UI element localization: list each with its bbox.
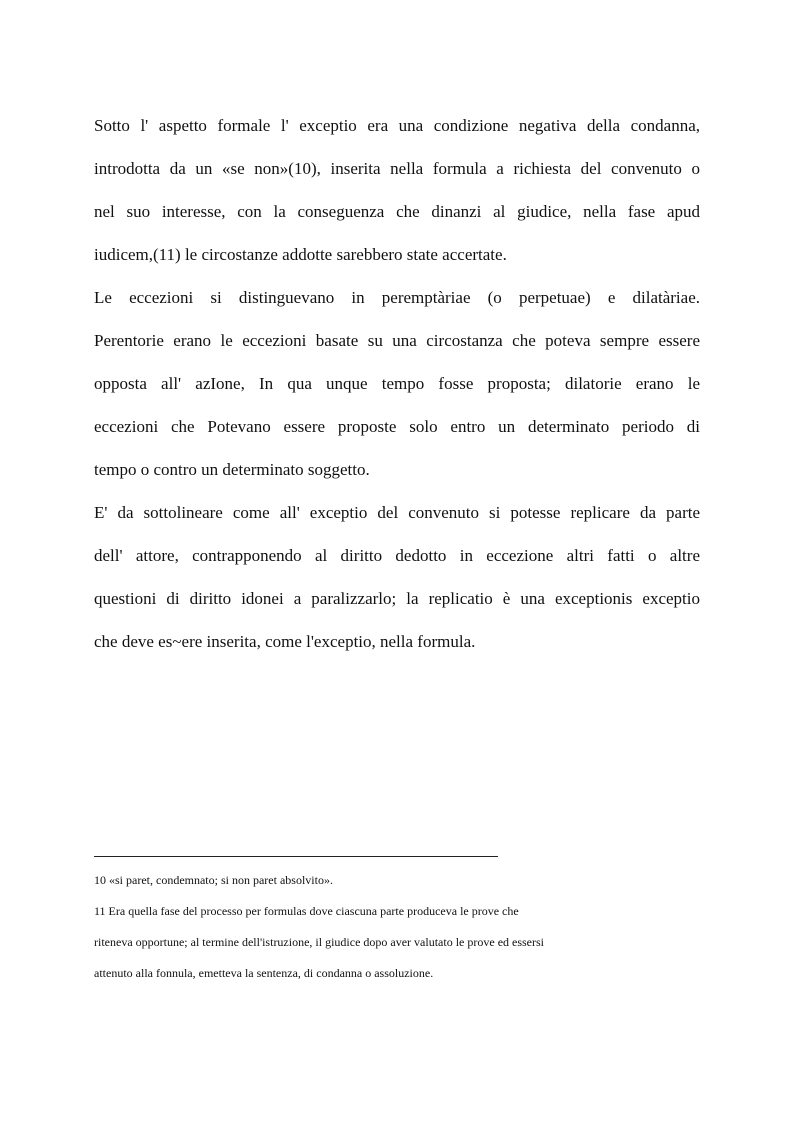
text-line: Sotto l' aspetto formale l' exceptio era una condizione negativa della condanna, xyxy=(94,116,700,135)
footnote-11 xyxy=(94,901,654,983)
footnote-line: riteneva opportune; al termine dell'istruzione, il giudice dopo aver valutato le prove ed essersi xyxy=(94,935,545,949)
text-line: nel suo interesse, con la conseguenza che dinanzi al giudice, nella fase apud xyxy=(94,202,700,221)
text-line: opposta all' azIone, In qua unque tempo fosse proposta; dilatorie erano le xyxy=(94,374,700,393)
text-line: che deve es~ere inserita, come l'exceptio, nella formula. xyxy=(94,632,476,651)
footnote-separator xyxy=(94,856,498,857)
footnote-line: 11 Era quella fase del processo per formulas dove ciascuna parte produceva le prove che xyxy=(94,904,519,918)
text-line: introdotta da un «se non»(10), inserita nella formula a richiesta del convenuto o xyxy=(94,159,700,178)
text-line: eccezioni che Potevano essere proposte solo entro un determinato periodo di xyxy=(94,417,700,436)
text-line: tempo o contro un determinato soggetto. xyxy=(94,460,370,479)
text-line: Le eccezioni si distinguevano in peremptàriae (o perpetuae) e dilatàriae. xyxy=(94,288,700,307)
text-line: dell' attore, contrapponendo al diritto dedotto in eccezione altri fatti o altre xyxy=(94,546,700,565)
text-line: Perentorie erano le eccezioni basate su una circostanza che poteva sempre essere xyxy=(94,331,700,350)
footnote-line: attenuto alla fonnula, emetteva la sentenza, di condanna o assoluzione. xyxy=(94,966,434,980)
footnotes xyxy=(94,870,654,983)
body-text xyxy=(94,104,700,663)
paragraph xyxy=(94,491,700,663)
paragraph xyxy=(94,104,700,276)
text-line: questioni di diritto idonei a paralizzarlo; la replicatio è una exceptionis exceptio xyxy=(94,589,700,608)
footnote-line: 10 «si paret, condemnato; si non paret absolvito». xyxy=(94,873,333,887)
paragraph xyxy=(94,276,700,491)
text-line: E' da sottolineare come all' exceptio del convenuto si potesse replicare da parte xyxy=(94,503,700,522)
footnote-10 xyxy=(94,870,654,890)
text-line: iudicem,(11) le circostanze addotte sarebbero state accertate. xyxy=(94,245,507,264)
